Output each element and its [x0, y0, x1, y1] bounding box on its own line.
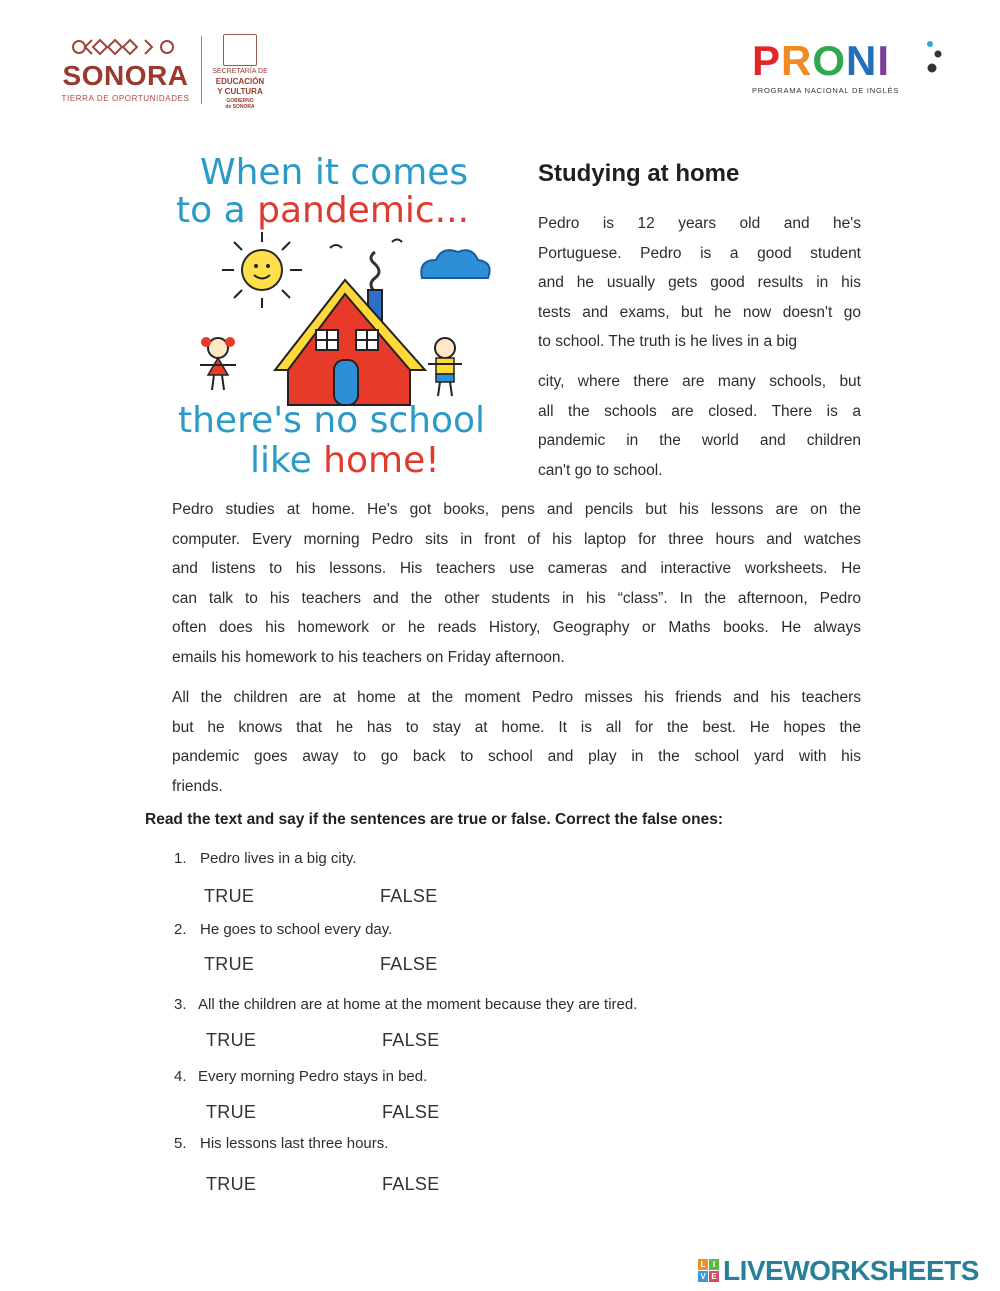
false-option[interactable]: FALSE: [380, 954, 438, 974]
text-line: can talk to his teachers and the other students in his “class”. In the afternoon, Pedro: [172, 589, 861, 607]
header-divider: [201, 36, 202, 104]
secretaria-logo: [205, 32, 275, 112]
exercise-instructions: Read the text and say if the sentences are true or false. Correct the false ones:: [145, 811, 724, 828]
illustration-line1: When it comes: [200, 152, 469, 193]
proni-logo: [752, 38, 952, 98]
illustration-line2-b: pandemic...: [257, 190, 470, 231]
proni-letter: I: [877, 37, 891, 84]
illustration-line2: [176, 190, 469, 231]
sun-icon: [222, 232, 302, 308]
icon-letter: L: [698, 1259, 708, 1270]
true-option[interactable]: TRUE: [204, 886, 255, 906]
sonora-logo: [58, 32, 193, 104]
question-number: 5.: [174, 1135, 187, 1152]
question-number: 2.: [174, 921, 187, 938]
proni-letter: R: [781, 37, 813, 84]
text-line: and listens to his lessons. His teachers use cameras and interactive worksheets. He: [172, 560, 861, 578]
proni-letter: N: [846, 37, 878, 84]
proni-wordmark: [752, 37, 891, 84]
icon-letter: I: [709, 1259, 719, 1270]
liveworksheets-wordmark: LIVEWORKSHEETS: [723, 1255, 979, 1286]
proni-dots-icon: [924, 38, 946, 78]
question-number: 1.: [174, 850, 187, 867]
coat-of-arms-icon: [223, 34, 257, 66]
true-option[interactable]: TRUE: [204, 954, 255, 974]
illustration-line4: [250, 440, 440, 481]
sonora-tagline: TIERRA DE OPORTUNIDADES: [61, 94, 190, 103]
story-paragraph-3: [172, 495, 861, 673]
proni-letter: O: [812, 37, 847, 84]
secretaria-line3: Y CULTURA: [217, 87, 263, 96]
story-paragraph-4: [172, 683, 861, 801]
boy-figure: [428, 338, 462, 396]
illustration-line4-b: home!: [323, 440, 440, 481]
text-line: Pedro studies at home. He's got books, pens and pencils but his lessons are on the: [172, 501, 861, 518]
pandemic-illustration: [170, 150, 520, 480]
illustration-line3: there's no school: [178, 400, 486, 441]
secretaria-line2: EDUCACIÓN: [215, 77, 265, 86]
illustration-line4-a: like: [250, 440, 324, 481]
false-option[interactable]: FALSE: [382, 1102, 440, 1122]
text-line: All the children are at home at the moment Pedro misses his friends and his teachers: [172, 689, 861, 706]
icon-letter: E: [709, 1271, 719, 1282]
proni-letter: P: [752, 37, 782, 84]
false-option[interactable]: FALSE: [382, 1030, 440, 1050]
text-line: computer. Every morning Pedro sits in front of his laptop for three hours and watches: [172, 530, 861, 548]
proni-subtitle: PROGRAMA NACIONAL DE INGLÉS: [752, 86, 900, 95]
sonora-motif-icon: [70, 36, 180, 58]
question-number: 4.: [174, 1068, 187, 1085]
question-text: He goes to school every day.: [200, 921, 393, 938]
text-line: can't go to school.: [538, 461, 663, 479]
question-text: Every morning Pedro stays in bed.: [198, 1068, 428, 1085]
liveworksheets-logo: [698, 1255, 998, 1287]
text-line: pandemic goes away to go back to school and play in the school yard with his: [172, 748, 861, 766]
liveworksheets-icon: [698, 1259, 720, 1283]
story-title: Studying at home: [538, 160, 740, 187]
text-line: friends.: [172, 777, 223, 795]
illustration-line2-a: to a: [176, 190, 258, 231]
true-option[interactable]: TRUE: [206, 1102, 257, 1122]
icon-letter: V: [698, 1271, 708, 1282]
text-line: and he usually gets good results in his: [538, 274, 861, 292]
secretaria-line4: GOBIERNO: [226, 98, 254, 104]
text-line: tests and exams, but he now doesn't go: [538, 303, 861, 321]
text-line: pandemic in the world and children: [538, 432, 861, 450]
girl-figure: [200, 337, 236, 390]
story-paragraph-1: [538, 209, 861, 357]
question-number: 3.: [174, 996, 187, 1013]
false-option[interactable]: FALSE: [380, 886, 438, 906]
text-line: to school. The truth is he lives in a big: [538, 333, 798, 351]
text-line: often does his homework or he reads History, Geography or Maths books. He always: [172, 619, 861, 637]
question-text: Pedro lives in a big city.: [200, 850, 357, 867]
question-text: His lessons last three hours.: [200, 1135, 389, 1152]
true-option[interactable]: TRUE: [206, 1174, 257, 1194]
text-line: emails his homework to his teachers on Friday afternoon.: [172, 648, 565, 666]
text-line: but he knows that he has to stay at home. It is all for the best. He hopes the: [172, 718, 861, 736]
sonora-wordmark: SONORA: [62, 60, 189, 91]
text-line: Pedro is 12 years old and he's: [538, 215, 861, 232]
text-line: all the schools are closed. There is a: [538, 402, 861, 420]
story-paragraph-2: [538, 367, 861, 485]
false-option[interactable]: FALSE: [382, 1174, 440, 1194]
secretaria-line5: de SONORA: [225, 104, 255, 110]
secretaria-line1: SECRETARÍA DE: [212, 68, 268, 75]
true-option[interactable]: TRUE: [206, 1030, 257, 1050]
question-text: All the children are at home at the moment because they are tired.: [198, 996, 638, 1013]
text-line: city, where there are many schools, but: [538, 373, 861, 390]
house-drawing: [170, 230, 520, 410]
text-line: Portuguese. Pedro is a good student: [538, 244, 861, 262]
